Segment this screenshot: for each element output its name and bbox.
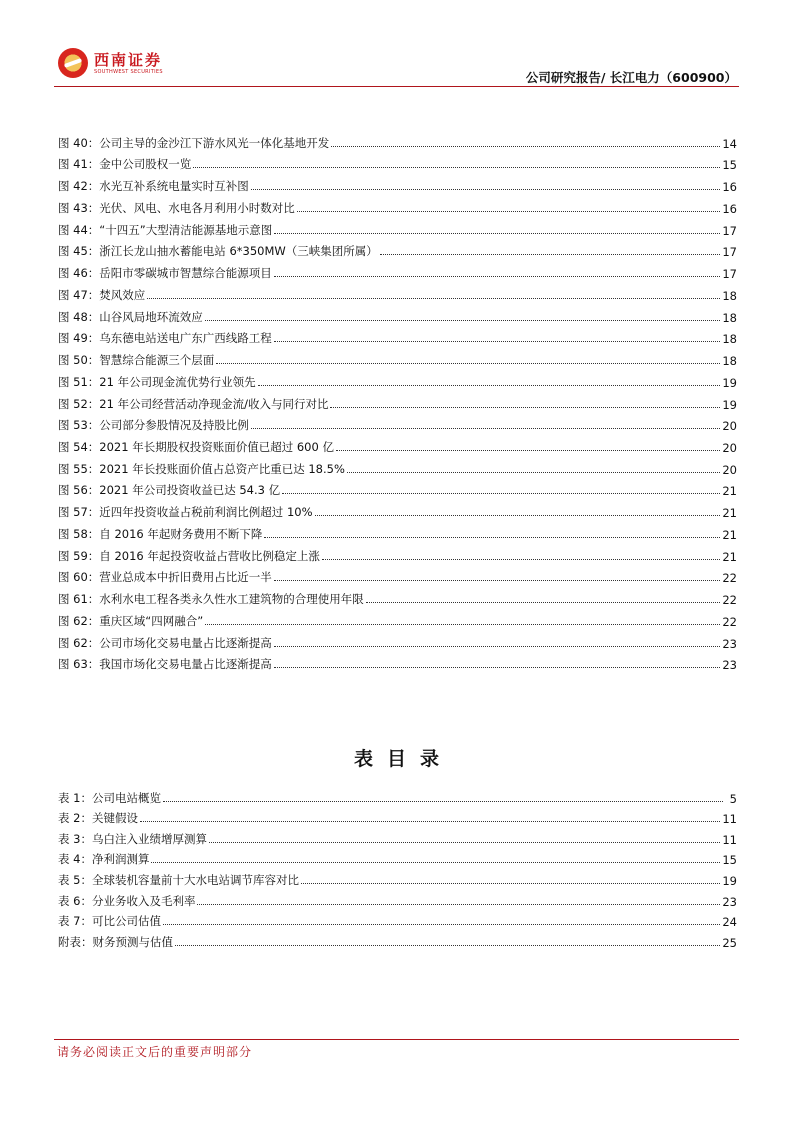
dot-leader: [322, 559, 720, 560]
toc-entry-label: 图 40：公司主导的金沙江下游水风光一体化基地开发: [58, 135, 330, 150]
toc-entry[interactable]: [58, 847, 737, 868]
dot-leader: [315, 515, 721, 516]
tables-section-title: 表目录: [353, 748, 453, 770]
toc-entry[interactable]: [58, 520, 737, 542]
dot-leader: [205, 320, 721, 321]
toc-entry-page: 11: [722, 812, 737, 827]
dot-leader: [274, 580, 721, 581]
footer-disclaimer: 请务必阅读正文后的重要声明部分: [57, 1045, 253, 1059]
toc-entry[interactable]: [58, 888, 737, 909]
toc-entry[interactable]: [58, 238, 737, 260]
toc-entry-page: 22: [722, 571, 737, 586]
toc-entry-label: 附表：财务预测与估值: [58, 934, 173, 949]
toc-entry-label: 图 55：2021 年长投账面价值占总资产比重已达 18.5%: [58, 461, 345, 476]
toc-entry[interactable]: [58, 194, 737, 216]
toc-entry[interactable]: [58, 325, 737, 347]
toc-entry-label: 图 42：水光互补系统电量实时互补图: [58, 179, 249, 194]
toc-entry[interactable]: [58, 498, 737, 520]
toc-entry-label: 表 3：乌白注入业绩增厚测算: [58, 831, 207, 846]
toc-entry[interactable]: [58, 806, 737, 827]
logo-name-en: SOUTHWEST SECURITIES: [94, 68, 163, 75]
toc-entry[interactable]: [58, 909, 737, 930]
toc-entry-page: 15: [722, 158, 737, 173]
toc-entry[interactable]: [58, 542, 737, 564]
toc-entry-page: 21: [722, 527, 737, 542]
dot-leader: [163, 801, 723, 802]
toc-entry-page: 16: [722, 201, 737, 216]
toc-entry[interactable]: [58, 607, 737, 629]
dot-leader: [330, 407, 720, 408]
toc-entry[interactable]: [58, 172, 737, 194]
dot-leader: [147, 298, 720, 299]
dot-leader: [282, 493, 720, 494]
toc-entry-page: 25: [722, 935, 737, 950]
toc-entry-label: 表 5：全球装机容量前十大水电站调节库容对比: [58, 872, 299, 887]
toc-entry[interactable]: [58, 346, 737, 368]
toc-entry[interactable]: [58, 629, 737, 651]
toc-entry-label: 表 2：关键假设: [58, 811, 138, 826]
toc-entry-page: 24: [722, 915, 737, 930]
toc-entry-page: 21: [722, 549, 737, 564]
toc-entry[interactable]: [58, 216, 737, 238]
toc-entry-label: 图 61：水利水电工程各类永久性水工建筑物的合理使用年限: [58, 592, 364, 607]
toc-entry-label: 图 58：自 2016 年起财务费用不断下降: [58, 526, 263, 541]
toc-entry-page: 21: [722, 484, 737, 499]
toc-entry-label: 图 48：山谷风局地环流效应: [58, 309, 203, 324]
toc-entry-page: 20: [722, 419, 737, 434]
header-divider: [54, 86, 739, 87]
toc-entry[interactable]: [58, 826, 737, 847]
dot-leader: [193, 167, 720, 168]
toc-entry-page: 21: [722, 506, 737, 521]
dot-leader: [175, 945, 720, 946]
toc-entry[interactable]: [58, 477, 737, 499]
dot-leader: [151, 862, 720, 863]
toc-entry-page: 11: [722, 832, 737, 847]
toc-entry[interactable]: [58, 368, 737, 390]
toc-entry[interactable]: [58, 929, 737, 950]
toc-entry[interactable]: [58, 390, 737, 412]
toc-entry[interactable]: [58, 651, 737, 673]
toc-entry-page: 17: [722, 245, 737, 260]
toc-entry-page: 18: [722, 332, 737, 347]
toc-entry-page: 23: [722, 636, 737, 651]
toc-entry-page: 18: [722, 288, 737, 303]
toc-entry-page: 18: [722, 310, 737, 325]
toc-entry-page: 22: [722, 614, 737, 629]
logo-name-cn: 西南证券: [94, 50, 163, 69]
dot-leader: [274, 646, 721, 647]
dot-leader: [366, 602, 721, 603]
table-list: [58, 785, 737, 950]
dot-leader: [336, 450, 720, 451]
toc-entry[interactable]: [58, 585, 737, 607]
report-header-title: 公司研究报告/ 长江电力（600900）: [525, 70, 737, 85]
dot-leader: [205, 624, 720, 625]
toc-entry-page: 19: [722, 873, 737, 888]
dot-leader: [274, 341, 721, 342]
dot-leader: [209, 842, 720, 843]
toc-entry-label: 图 59：自 2016 年起投资收益占营收比例稳定上涨: [58, 548, 320, 563]
toc-entry[interactable]: [58, 564, 737, 586]
dot-leader: [258, 385, 721, 386]
toc-entry-label: 图 47：焚风效应: [58, 287, 146, 302]
toc-entry-label: 图 53：公司部分参股情况及持股比例: [58, 418, 249, 433]
toc-entry-label: 图 57：近四年投资收益占税前利润比例超过 10%: [58, 505, 313, 520]
logo-icon: [58, 48, 88, 78]
toc-entry-page: 19: [722, 397, 737, 412]
figure-list: [58, 129, 737, 672]
toc-entry-label: 表 1：公司电站概览: [58, 790, 161, 805]
toc-entry-page: 15: [722, 853, 737, 868]
toc-entry-label: 图 44：“十四五”大型清洁能源基地示意图: [58, 222, 273, 237]
toc-entry-label: 图 43：光伏、风电、水电各月利用小时数对比: [58, 200, 295, 215]
toc-entry-page: 20: [722, 441, 737, 456]
dot-leader: [197, 904, 720, 905]
toc-entry-label: 图 41：金中公司股权一览: [58, 157, 192, 172]
toc-entry-label: 图 62：重庆区域“四网融合”: [58, 613, 204, 628]
dot-leader: [331, 146, 720, 147]
toc-entry-page: 23: [722, 894, 737, 909]
toc-entry[interactable]: [58, 129, 737, 151]
toc-entry-page: 16: [722, 180, 737, 195]
footer-divider: [54, 1039, 739, 1040]
dot-leader: [274, 276, 721, 277]
toc-entry-label: 图 45：浙江长龙山抽水蓄能电站 6*350MW（三峡集团所属）: [58, 244, 378, 259]
toc-entry-label: 图 54：2021 年长期股权投资账面价值已超过 600 亿: [58, 440, 334, 455]
dot-leader: [216, 363, 720, 364]
toc-entry-label: 图 46：岳阳市零碳城市智慧综合能源项目: [58, 266, 272, 281]
toc-entry-page: 19: [722, 375, 737, 390]
toc-entry-page: 23: [722, 658, 737, 673]
company-logo: [58, 48, 163, 78]
toc-entry[interactable]: [58, 412, 737, 434]
toc-entry[interactable]: [58, 455, 737, 477]
dot-leader: [140, 821, 720, 822]
dot-leader: [163, 924, 720, 925]
toc-entry[interactable]: [58, 433, 737, 455]
toc-entry-page: 20: [722, 462, 737, 477]
toc-entry[interactable]: [58, 303, 737, 325]
toc-entry-page: 14: [722, 136, 737, 151]
dot-leader: [274, 667, 721, 668]
toc-entry-label: 图 52：21 年公司经营活动净现金流/收入与同行对比: [58, 396, 329, 411]
toc-entry-page: 22: [722, 593, 737, 608]
toc-entry[interactable]: [58, 281, 737, 303]
toc-entry[interactable]: [58, 259, 737, 281]
toc-entry[interactable]: [58, 151, 737, 173]
dot-leader: [347, 472, 720, 473]
dot-leader: [301, 883, 720, 884]
toc-entry-page: 18: [722, 354, 737, 369]
toc-entry-label: 表 4：净利润测算: [58, 852, 150, 867]
toc-entry-label: 图 62：公司市场化交易电量占比逐渐提高: [58, 635, 272, 650]
toc-entry-label: 图 51：21 年公司现金流优势行业领先: [58, 374, 256, 389]
toc-entry-page: 5: [729, 791, 737, 806]
dot-leader: [264, 537, 720, 538]
toc-entry-label: 图 50：智慧综合能源三个层面: [58, 353, 215, 368]
toc-entry-label: 表 6：分业务收入及毛利率: [58, 893, 196, 908]
toc-entry-page: 17: [722, 267, 737, 282]
dot-leader: [274, 233, 720, 234]
toc-entry[interactable]: [58, 785, 737, 806]
toc-entry[interactable]: [58, 867, 737, 888]
dot-leader: [251, 428, 721, 429]
toc-entry-page: 17: [722, 223, 737, 238]
toc-entry-label: 图 60：营业总成本中折旧费用占比近一半: [58, 570, 272, 585]
dot-leader: [251, 189, 721, 190]
toc-entry-label: 图 49：乌东德电站送电广东广西线路工程: [58, 331, 272, 346]
dot-leader: [380, 254, 721, 255]
toc-entry-label: 图 63：我国市场化交易电量占比逐渐提高: [58, 657, 272, 672]
dot-leader: [297, 211, 721, 212]
toc-entry-label: 表 7：可比公司估值: [58, 914, 161, 929]
toc-entry-label: 图 56：2021 年公司投资收益已达 54.3 亿: [58, 483, 281, 498]
